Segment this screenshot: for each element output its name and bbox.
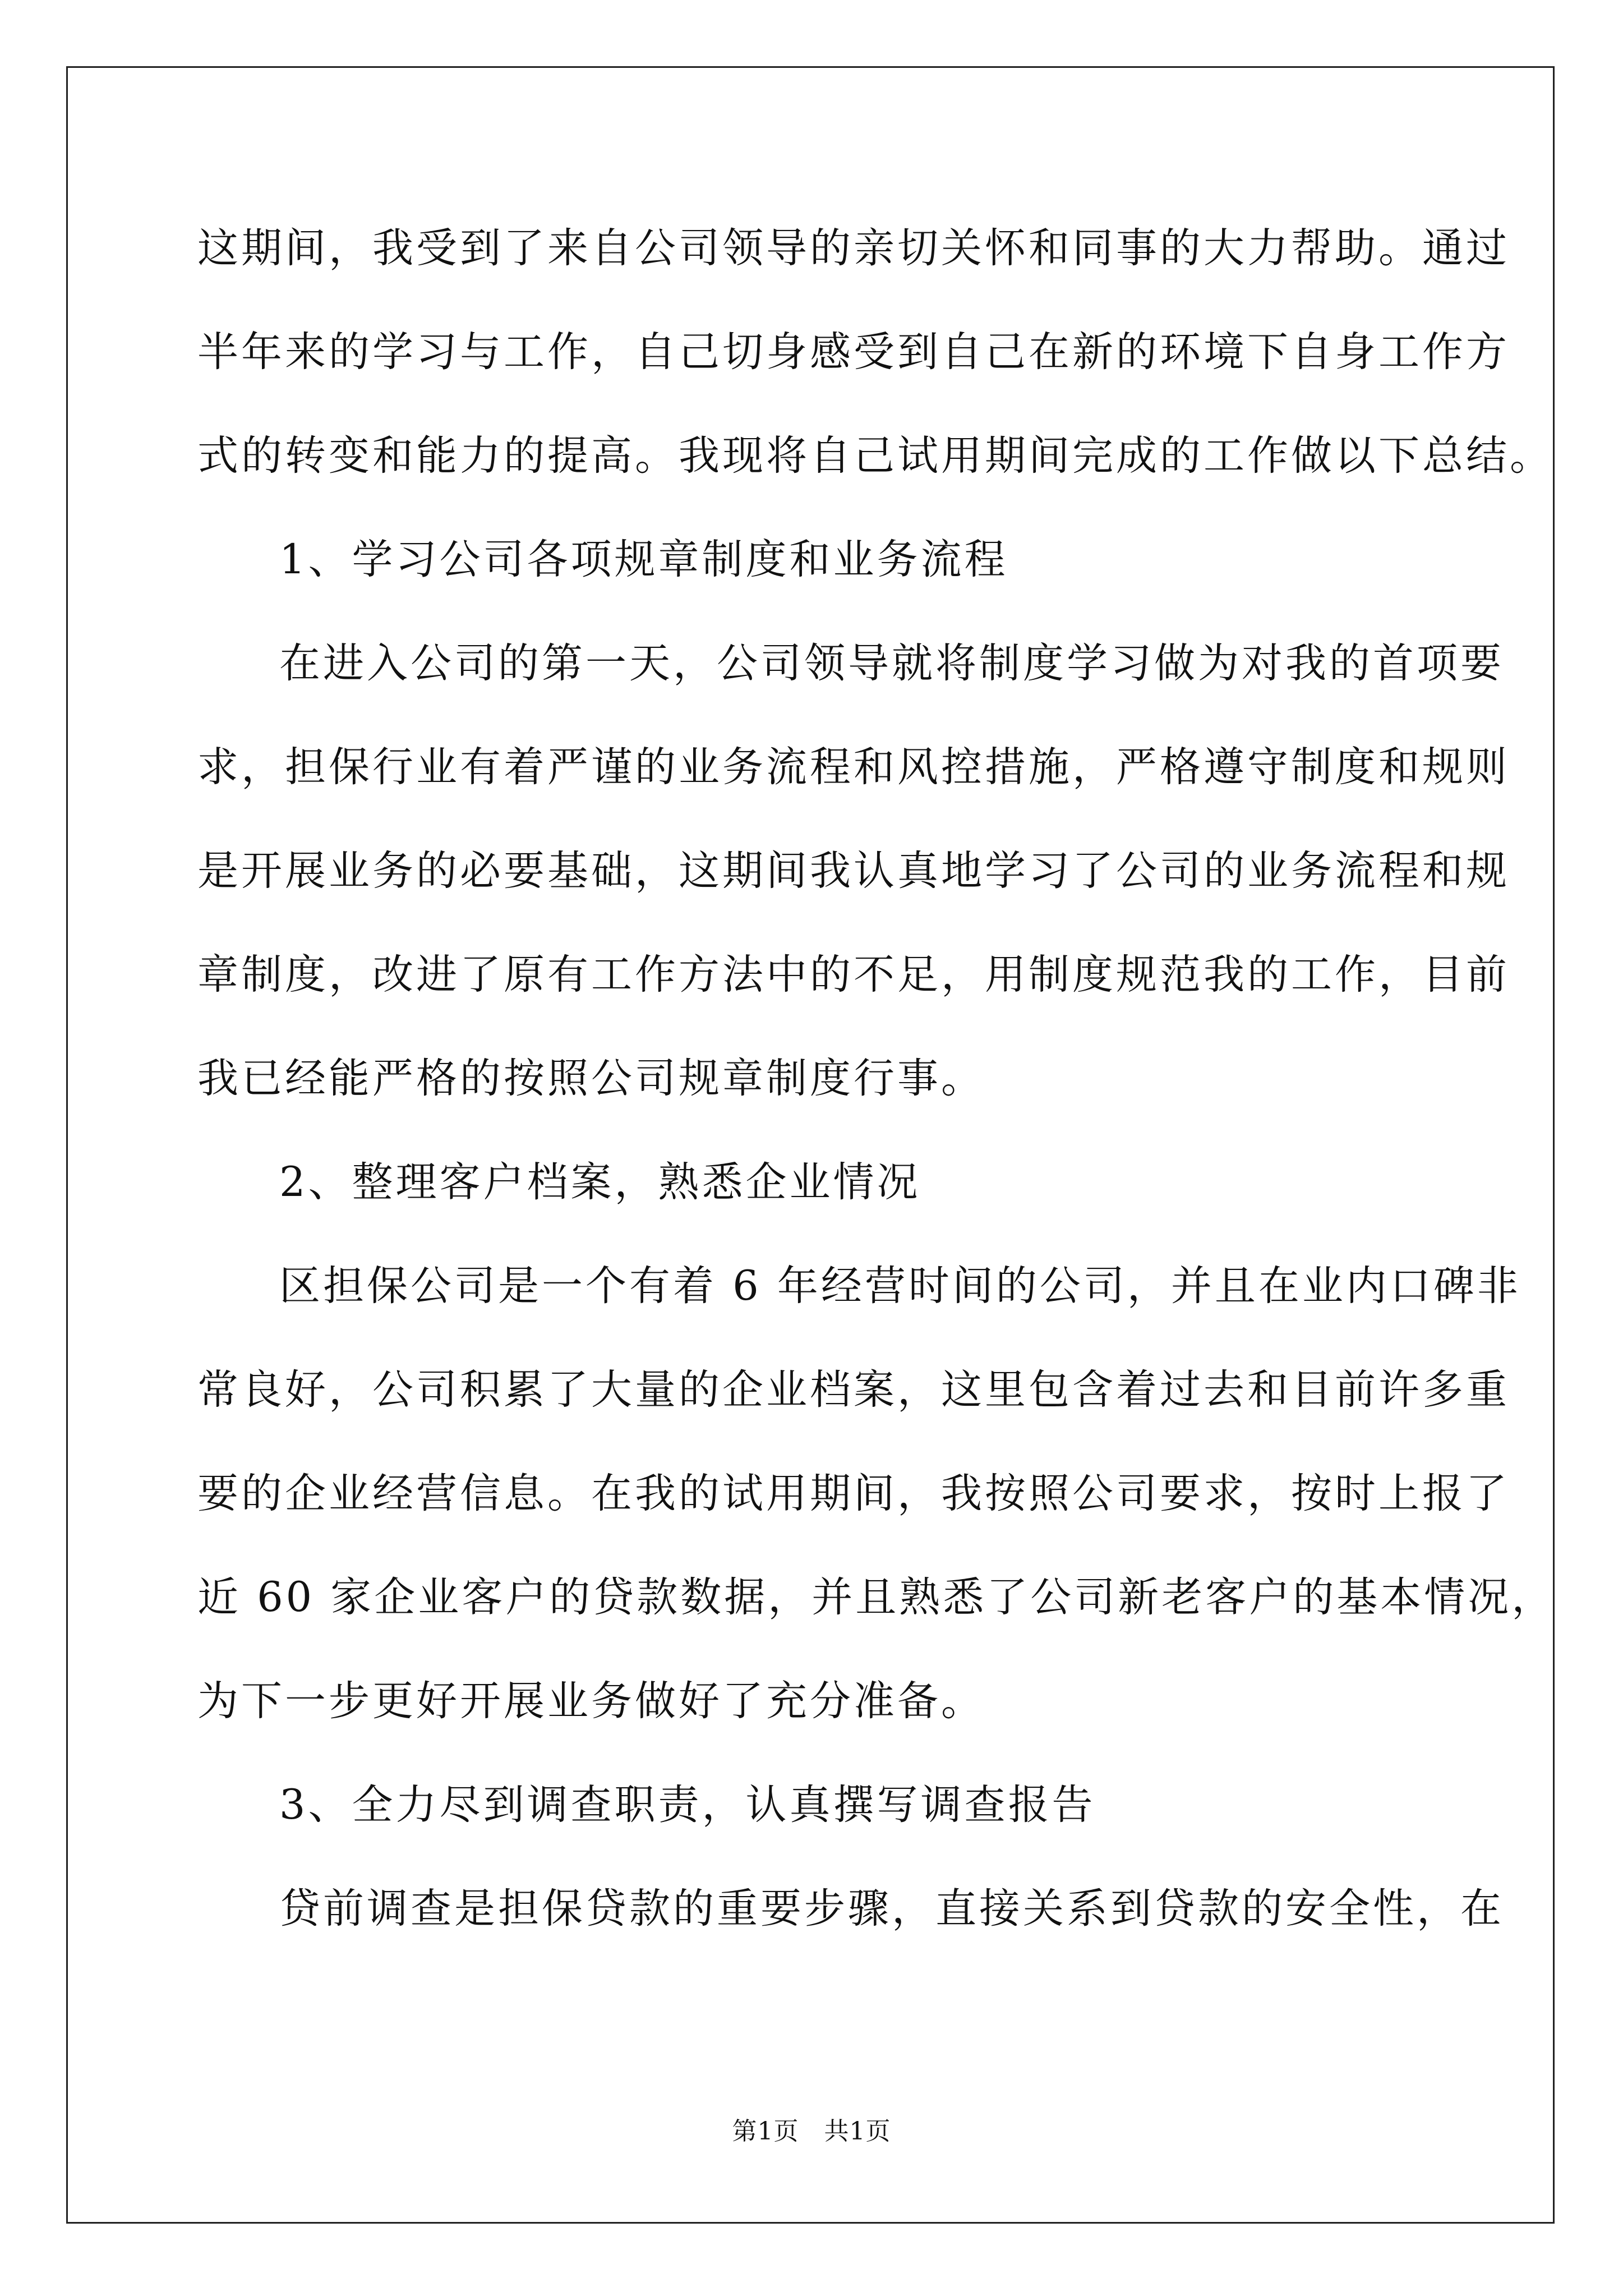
paragraph-2-line-1: 在进入公司的第一天，公司领导就将制度学习做为对我的首项要 [279, 639, 1504, 687]
paragraph-4-line-1: 贷前调查是担保贷款的重要步骤，直接关系到贷款的安全性，在 [279, 1885, 1504, 1932]
paragraph-2-line-2: 求，担保行业有着严谨的业务流程和风控措施，严格遵守制度和规则 [197, 743, 1510, 791]
paragraph-3-line-3: 要的企业经营信息。在我的试用期间，我按照公司要求，按时上报了 [197, 1470, 1510, 1517]
paragraph-1-line-1: 这期间，我受到了来自公司领导的亲切关怀和同事的大力帮助。通过 [197, 224, 1510, 272]
paragraph-3-line-1: 区担保公司是一个有着 6 年经营时间的公司，并且在业内口碑非 [279, 1262, 1521, 1310]
paragraph-1-line-3: 式的转变和能力的提高。我现将自己试用期间完成的工作做以下总结。 [197, 432, 1553, 480]
section-heading-1: 1、学习公司各项规章制度和业务流程 [279, 536, 1008, 583]
paragraph-3-line-2: 常良好，公司积累了大量的企业档案，这里包含着过去和目前许多重 [197, 1366, 1510, 1414]
section-heading-3: 3、全力尽到调查职责，认真撰写调查报告 [279, 1781, 1096, 1829]
page-footer: 第1页 共1页 [732, 2117, 891, 2146]
paragraph-1-line-2: 半年来的学习与工作，自己切身感受到自己在新的环境下自身工作方 [197, 328, 1510, 376]
paragraph-3-line-4: 近 60 家企业客户的贷款数据，并且熟悉了公司新老客户的基本情况， [197, 1573, 1556, 1621]
paragraph-2-line-4: 章制度，改进了原有工作方法中的不足，用制度规范我的工作，目前 [197, 951, 1510, 999]
paragraph-2-line-5: 我已经能严格的按照公司规章制度行事。 [197, 1055, 985, 1102]
section-heading-2: 2、整理客户档案，熟悉企业情况 [279, 1158, 921, 1206]
paragraph-3-line-5: 为下一步更好开展业务做好了充分准备。 [197, 1677, 985, 1725]
paragraph-2-line-3: 是开展业务的必要基础，这期间我认真地学习了公司的业务流程和规 [197, 847, 1510, 895]
